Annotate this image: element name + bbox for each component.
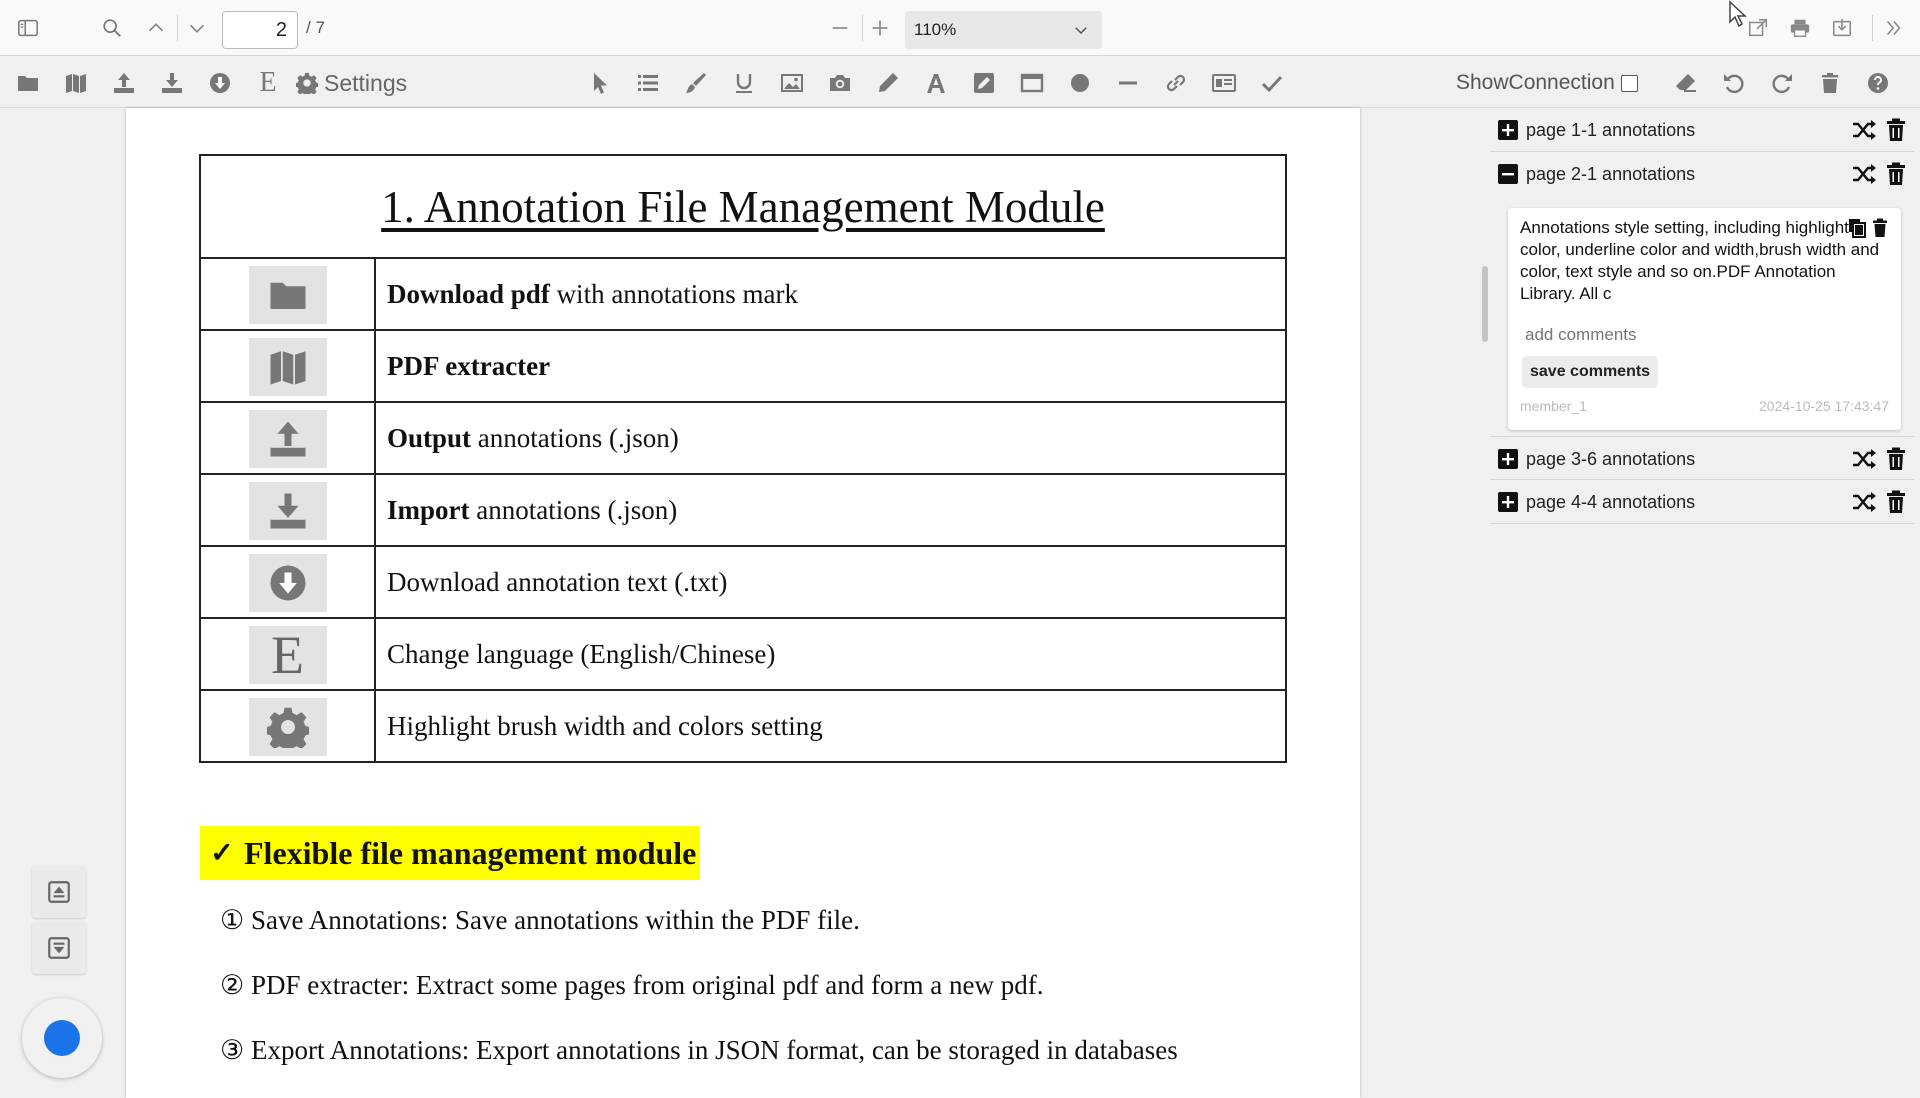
table-icon-cell: [200, 690, 375, 762]
checkmark-glyph: ✓: [210, 838, 234, 869]
show-connection-label: ShowConnection: [1456, 71, 1615, 94]
zoom-in-icon[interactable]: [866, 14, 894, 42]
table-row-pdf-extracter: PDF extracter: [375, 330, 1286, 402]
comment-author: member_1: [1520, 398, 1587, 414]
map-icon: [267, 346, 309, 388]
upload-icon: [267, 418, 309, 460]
feature-line: ③ Export Annotations: Export annotations in JSON format, can be storaged in databases: [220, 1035, 1178, 1065]
feature-line: ① Save Annotations: Save annotations within the PDF file.: [220, 905, 860, 935]
folder-icon: [267, 274, 309, 316]
table-row-output-annotations: Output annotations (.json): [375, 402, 1286, 474]
download-circle-icon: [267, 562, 309, 604]
heading-text: Flexible file management module: [244, 834, 697, 871]
undo-icon[interactable]: [1720, 69, 1748, 97]
shuffle-icon[interactable]: [1852, 448, 1876, 470]
upload-icon[interactable]: [110, 69, 138, 97]
language-icon[interactable]: [254, 69, 282, 97]
arrow-up-box-icon: [46, 879, 72, 905]
annotation-group-label: page 3-6 annotations: [1526, 449, 1696, 469]
trash-icon[interactable]: [1886, 162, 1906, 186]
save-comments-button[interactable]: save comments: [1522, 356, 1658, 388]
circle-icon[interactable]: [1066, 69, 1094, 97]
open-external-icon[interactable]: [1744, 14, 1772, 42]
toolbar-divider: [177, 15, 178, 41]
table-row-change-language: Change language (English/Chinese): [375, 618, 1286, 690]
help-icon[interactable]: [1864, 69, 1892, 97]
annotation-text: Annotations style setting, including highlight color, underline color and width,brush width and color, text style and so on.PDF Annotation Library. All c: [1520, 218, 1880, 303]
search-icon[interactable]: [98, 14, 126, 42]
signature-icon[interactable]: [970, 69, 998, 97]
map-icon[interactable]: [62, 69, 90, 97]
trash-icon[interactable]: [1886, 490, 1906, 514]
previous-page-icon[interactable]: [142, 14, 170, 42]
trash-icon[interactable]: [1886, 447, 1906, 471]
blue-dot-icon: [44, 1020, 80, 1056]
table-row-import-annotations: Import annotations (.json): [375, 474, 1286, 546]
link-icon[interactable]: [1162, 69, 1190, 97]
annotation-group-page-2[interactable]: [1490, 152, 1914, 196]
text-icon[interactable]: [922, 69, 950, 97]
folder-icon[interactable]: [14, 69, 42, 97]
eraser-icon[interactable]: [1672, 69, 1700, 97]
shuffle-icon[interactable]: [1852, 491, 1876, 513]
annotation-group-label: page 1-1 annotations: [1526, 120, 1696, 140]
pencil-icon[interactable]: [874, 69, 902, 97]
table-title: 1. Annotation File Management Module: [200, 155, 1286, 258]
shuffle-icon[interactable]: [1852, 119, 1876, 141]
table-icon-cell: [200, 330, 375, 402]
expand-plus-icon[interactable]: [1498, 120, 1518, 140]
scroll-down-button[interactable]: [32, 922, 86, 974]
table-icon-cell: [200, 546, 375, 618]
annotation-group-page-1[interactable]: [1490, 108, 1914, 152]
table-row-download-text: Download annotation text (.txt): [375, 546, 1286, 618]
copy-icon[interactable]: [1848, 218, 1866, 238]
pdf-page: [126, 108, 1360, 1098]
underline-icon[interactable]: [730, 69, 758, 97]
download-icon: [267, 490, 309, 532]
list-icon[interactable]: [634, 69, 662, 97]
line-icon[interactable]: [1114, 69, 1142, 97]
feature-table: [199, 154, 1287, 763]
trash-icon[interactable]: [1872, 218, 1888, 238]
print-icon[interactable]: [1786, 14, 1814, 42]
download-icon[interactable]: [158, 69, 186, 97]
table-icon-cell: [200, 618, 375, 690]
language-icon: E: [271, 625, 304, 685]
table-row-brush-settings: Highlight brush width and colors setting: [375, 690, 1286, 762]
show-connection-checkbox[interactable]: [1621, 75, 1638, 92]
table-icon-cell: [200, 258, 375, 330]
expand-plus-icon[interactable]: [1498, 449, 1518, 469]
comment-timestamp: 2024-10-25 17:43:47: [1759, 398, 1889, 414]
shuffle-icon[interactable]: [1852, 163, 1876, 185]
toolbar-divider: [862, 15, 863, 41]
download-circle-icon[interactable]: [206, 69, 234, 97]
zoom-value: 110%: [914, 20, 957, 39]
annotation-group-label: page 4-4 annotations: [1526, 492, 1696, 512]
table-icon-cell: [200, 402, 375, 474]
panel-scrollbar[interactable]: [1482, 266, 1488, 342]
scroll-up-button[interactable]: [32, 866, 86, 918]
annotation-toolbar: [0, 56, 1920, 108]
language-icon-letter: E: [259, 67, 277, 98]
toolbar-divider: [1872, 15, 1873, 41]
select-pointer-icon[interactable]: [586, 69, 614, 97]
floating-action-button[interactable]: [22, 998, 102, 1078]
annotation-comment-card: [1508, 208, 1901, 430]
arrow-down-box-icon: [46, 935, 72, 961]
collapse-minus-icon[interactable]: [1498, 164, 1518, 184]
page-total-label: / 7: [306, 18, 325, 37]
table-row-download-pdf: Download pdf with annotations mark: [375, 258, 1286, 330]
zoom-out-icon[interactable]: [826, 14, 854, 42]
checkmark-icon[interactable]: [1258, 69, 1286, 97]
annotation-group-page-3[interactable]: [1490, 436, 1914, 480]
settings-button[interactable]: [296, 68, 407, 98]
settings-label: Settings: [324, 69, 408, 96]
zoom-select[interactable]: [905, 11, 1102, 49]
gear-icon: [267, 706, 309, 748]
mouse-cursor-icon: [1728, 0, 1748, 28]
top-toolbar: [0, 0, 1920, 56]
annotation-group-label: page 2-1 annotations: [1526, 164, 1696, 184]
table-icon-cell: [200, 474, 375, 546]
trash-icon[interactable]: [1886, 118, 1906, 142]
page-number-input[interactable]: [222, 11, 298, 49]
redo-icon[interactable]: [1768, 69, 1796, 97]
add-comments-input[interactable]: [1525, 325, 1785, 345]
gear-icon: [296, 72, 318, 94]
next-page-icon[interactable]: [183, 14, 211, 42]
annotation-group-page-4[interactable]: [1490, 480, 1914, 524]
rectangle-icon[interactable]: [1018, 69, 1046, 97]
trash-icon[interactable]: [1816, 69, 1844, 97]
feature-line: ② PDF extracter: Extract some pages from original pdf and form a new pdf.: [220, 970, 1044, 1000]
show-connection-toggle[interactable]: [1456, 70, 1638, 96]
camera-icon[interactable]: [826, 69, 854, 97]
image-icon[interactable]: [778, 69, 806, 97]
save-download-icon[interactable]: [1828, 14, 1856, 42]
pdf-viewer: [0, 108, 1490, 1098]
highlighted-heading: [200, 826, 700, 880]
brush-icon[interactable]: [682, 69, 710, 97]
textbox-icon[interactable]: [1210, 69, 1238, 97]
more-tools-icon[interactable]: [1880, 14, 1908, 42]
chevron-down-icon: [1072, 21, 1090, 39]
sidebar-toggle-icon[interactable]: [14, 14, 42, 42]
expand-plus-icon[interactable]: [1498, 492, 1518, 512]
